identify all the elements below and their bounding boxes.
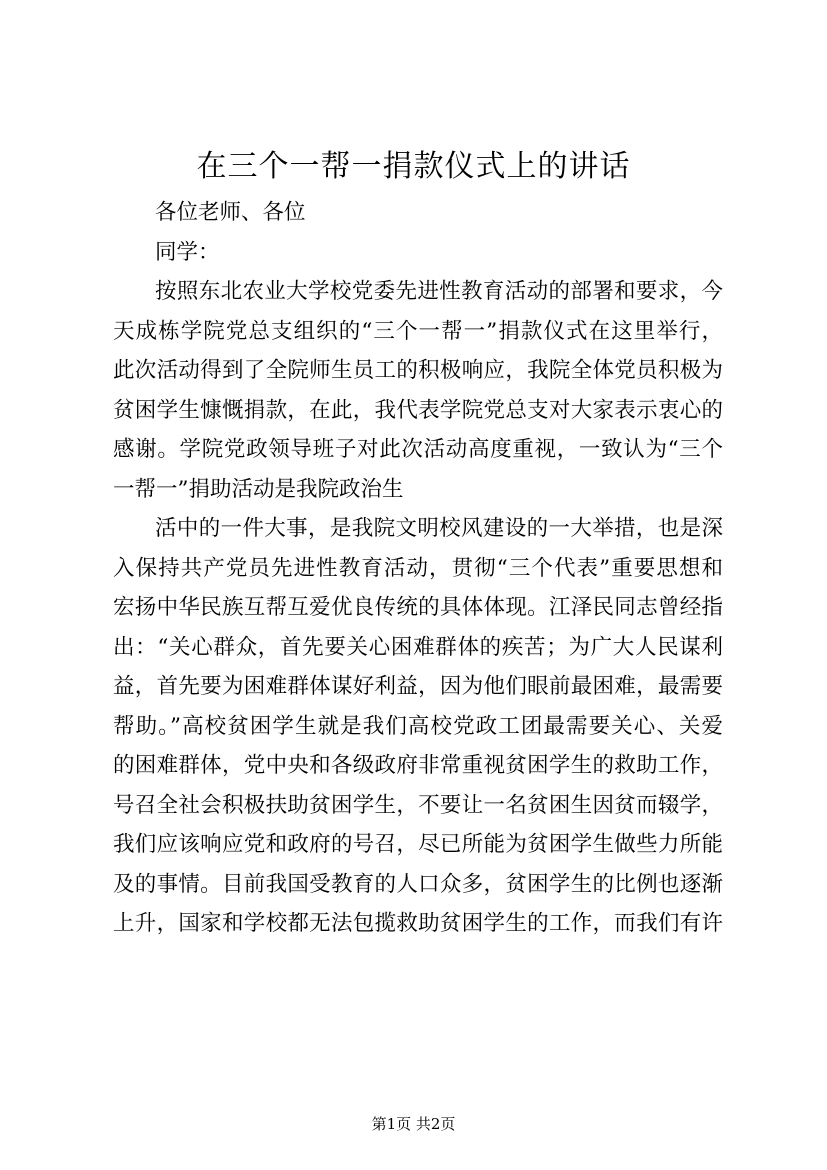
document-title: 在三个一帮一捐款仪式上的讲话 [196,149,631,184]
body-line: 出：“关心群众，首先要关心困难群体的疾苦；为广大人民谋利 [113,634,723,660]
page-footer: 第1页 共2页 [371,1115,456,1133]
body-line: 按照东北农业大学校党委先进性教育活动的部署和要求，今 [155,279,723,304]
body-line: 宏扬中华民族互帮互爱优良传统的具体体现。江泽民同志曾经指 [113,595,723,620]
body-line: 贫困学生慷慨捐款，在此，我代表学院党总支对大家表示衷心的 [113,397,723,423]
body-line: 及的事情。目前我国受教育的人口众多，贫困学生的比例也逐渐 [113,871,723,897]
body-line: 上升，国家和学校都无法包揽救助贫困学生的工作，而我们有许 [113,911,723,936]
body-line: 我们应该响应党和政府的号召，尽已所能为贫困学生做些力所能 [113,832,723,857]
body-line: 活中的一件大事，是我院文明校风建设的一大举措，也是深 [155,516,723,541]
body-line: 各位老师、各位 [155,200,306,225]
body-line: 同学： [155,239,220,265]
body-line: 一帮一”捐助活动是我院政治生 [113,476,404,502]
body-line: 益，首先要为困难群体谋好利益，因为他们眼前最困难，最需要 [113,674,723,699]
body-line: 感谢。学院党政领导班子对此次活动高度重视，一致认为“三个 [113,437,723,462]
body-line: 的困难群体，党中央和各级政府非常重视贫困学生的救助工作， [113,753,723,778]
document-body [113,193,723,944]
body-line: 此次活动得到了全院师生员工的积极响应，我院全体党员积极为 [113,358,723,383]
body-line: 号召全社会积极扶助贫困学生，不要让一名贫困生因贫而辍学， [113,792,723,818]
body-line: 帮助。”高校贫困学生就是我们高校党政工团最需要关心、关爱 [113,713,723,739]
body-line: 入保持共产党员先进性教育活动，贯彻“三个代表”重要思想和 [113,555,723,581]
body-line: 天成栋学院党总支组织的“三个一帮一”捐款仪式在这里举行， [113,318,723,344]
